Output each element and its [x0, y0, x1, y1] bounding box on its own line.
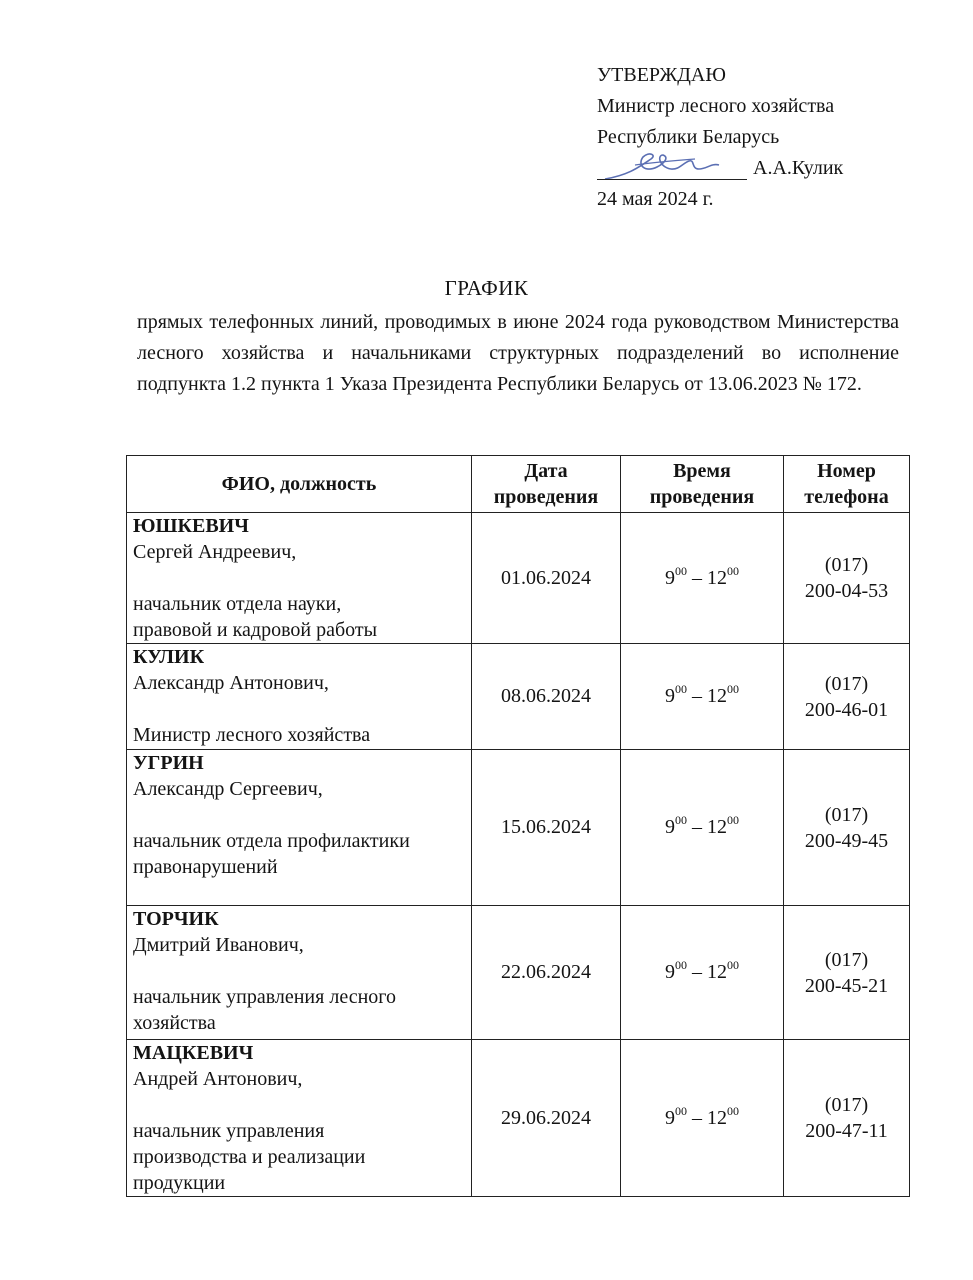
time-separator: – [687, 816, 707, 838]
person-surname: ЮШКЕВИЧ [133, 515, 249, 537]
approval-heading: УТВЕРЖДАЮ [597, 64, 726, 86]
time-start-hour: 9 [665, 566, 675, 589]
person-given-name: Андрей Антонович, [133, 1068, 303, 1090]
time-end-minutes: 00 [727, 958, 739, 972]
phone-number: 200-49-45 [804, 829, 889, 852]
phone-code: (017) [824, 948, 869, 971]
time-start-hour: 9 [665, 685, 675, 707]
header-name [127, 456, 472, 513]
time-end-hour: 12 [707, 961, 727, 983]
date-cell: 08.06.2024 [472, 644, 621, 750]
person-cell [127, 1040, 472, 1197]
header-phone-line-1: Номер [817, 460, 876, 482]
header-time [621, 456, 784, 513]
person-given-name: Дмитрий Иванович, [133, 934, 304, 956]
phone-code: (017) [824, 554, 869, 576]
person-position-line-1: начальник отдела науки, [133, 593, 342, 615]
spacer [133, 696, 465, 722]
person-position-line-3: продукции [133, 1172, 226, 1194]
person-position-line-2: правовой и кадровой работы [133, 619, 378, 641]
person-position-line-1: начальник отдела профилактики [133, 830, 410, 852]
time-end-minutes: 00 [727, 563, 739, 578]
time-end-hour: 12 [707, 1106, 727, 1129]
handwritten-signature [599, 147, 749, 187]
header-name-label: ФИО, должность [221, 473, 377, 495]
date-cell: 22.06.2024 [472, 906, 621, 1040]
document-description: прямых телефонных линий, проводимых в июне 2024 года руководством Министерства лесного хозяйства и начальниками структурных подразделений во исполнение подпункта 1.2 пункта 1 Указа Президента Республики Беларусь от 13.06.2023 № 172. [137, 311, 899, 395]
header-date [472, 456, 621, 513]
approval-date: 24 мая 2024 г. [597, 188, 714, 210]
time-end-minutes: 00 [727, 682, 739, 696]
person-given-name: Александр Антонович, [133, 672, 329, 694]
signature-line [597, 153, 844, 184]
person-position-line-2: правонарушений [133, 856, 278, 878]
time-cell [621, 513, 784, 644]
spacer [133, 565, 465, 591]
time-start-hour: 9 [665, 816, 675, 838]
time-start-minutes: 00 [675, 813, 687, 827]
signer-name: А.А.Кулик [753, 157, 844, 179]
person-cell [127, 513, 472, 644]
spacer [133, 958, 465, 984]
time-separator: – [687, 961, 707, 983]
person-surname: КУЛИК [133, 646, 205, 668]
phone-code: (017) [824, 803, 869, 826]
time-end-minutes: 00 [727, 1103, 739, 1118]
date-cell: 15.06.2024 [472, 750, 621, 906]
phone-number: 200-47-11 [805, 1120, 888, 1142]
time-cell [621, 906, 784, 1040]
phone-cell [784, 644, 910, 750]
header-phone [784, 456, 910, 513]
time-end-hour: 12 [707, 816, 727, 838]
header-time-line-1: Время [673, 460, 731, 482]
time-separator: – [687, 685, 707, 707]
person-surname: МАЦКЕВИЧ [133, 1042, 254, 1064]
person-cell [127, 906, 472, 1040]
person-position-line-1: начальник управления лесного [133, 986, 396, 1008]
person-position-line-2: хозяйства [133, 1012, 216, 1034]
spacer [133, 802, 465, 828]
time-separator: – [687, 566, 707, 589]
header-phone-line-2: телефона [804, 486, 889, 508]
table-row [127, 750, 910, 906]
header-date-line-1: Дата [524, 460, 568, 482]
date-cell: 29.06.2024 [472, 1040, 621, 1197]
approval-position-line-2: Республики Беларусь [597, 126, 780, 148]
person-surname: ТОРЧИК [133, 908, 219, 930]
phone-cell [784, 1040, 910, 1197]
phone-cell [784, 906, 910, 1040]
document-title: ГРАФИК [444, 276, 529, 300]
time-cell [621, 644, 784, 750]
time-separator: – [687, 1106, 707, 1129]
person-given-name: Александр Сергеевич, [133, 778, 323, 800]
person-position-line-1: Министр лесного хозяйства [133, 724, 371, 746]
time-start-minutes: 00 [675, 563, 687, 578]
approval-block [597, 60, 844, 215]
person-surname: УГРИН [133, 752, 204, 774]
spacer [133, 1092, 465, 1118]
time-end-hour: 12 [707, 685, 727, 707]
time-start-minutes: 00 [675, 1103, 687, 1118]
phone-number: 200-04-53 [804, 580, 889, 602]
header-date-line-2: проведения [493, 486, 599, 508]
signature-underline [597, 179, 747, 180]
person-position-line-2: производства и реализации [133, 1146, 366, 1168]
person-position-line-1: начальник управления [133, 1120, 325, 1142]
approval-position-line-1: Министр лесного хозяйства [597, 95, 835, 117]
time-start-hour: 9 [665, 961, 675, 983]
time-start-hour: 9 [665, 1106, 675, 1129]
person-cell [127, 644, 472, 750]
table-row [127, 644, 910, 750]
person-given-name: Сергей Андреевич, [133, 541, 297, 563]
phone-number: 200-45-21 [804, 974, 889, 997]
table-row [127, 513, 910, 644]
table-row [127, 906, 910, 1040]
time-cell [621, 1040, 784, 1197]
date-cell: 01.06.2024 [472, 513, 621, 644]
time-end-hour: 12 [707, 566, 727, 589]
time-end-minutes: 00 [727, 813, 739, 827]
time-cell [621, 750, 784, 906]
phone-number: 200-46-01 [804, 698, 889, 721]
table-header-row [127, 456, 910, 513]
header-time-line-2: проведения [649, 486, 755, 508]
phone-code: (017) [824, 672, 869, 695]
person-cell [127, 750, 472, 906]
time-start-minutes: 00 [675, 682, 687, 696]
phone-cell [784, 750, 910, 906]
phone-cell [784, 513, 910, 644]
table-row [127, 1040, 910, 1197]
phone-code: (017) [824, 1094, 869, 1116]
schedule-table [126, 455, 910, 1197]
time-start-minutes: 00 [675, 958, 687, 972]
